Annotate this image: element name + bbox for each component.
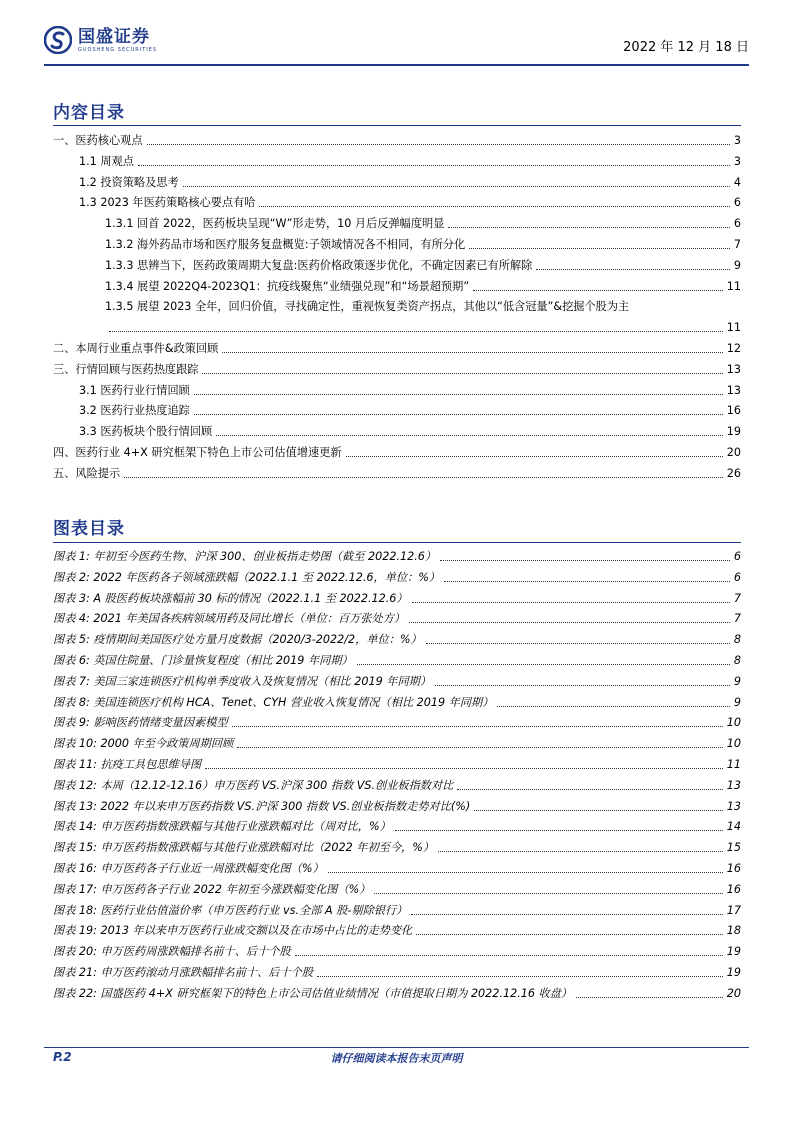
dot-leader [576, 997, 723, 998]
entry-text: 三、行情回顾与医药热度跟踪 [53, 362, 199, 376]
entry-text: 图表 22: 国盛医药 4+X 研究框架下的特色上市公司估值业绩情况（市值提取日期为 2022.12.16 收盘） [53, 986, 573, 1000]
entry-page-number: 6 [733, 550, 741, 563]
entry-text: 1.3.5 展望 2023 全年，回归价值，寻找确定性，重视恢复类资产拐点，其他以“低含冠量”&挖掘个股为主 [105, 300, 630, 314]
toc-entry[interactable] [105, 211, 741, 231]
toc-entry[interactable] [79, 378, 741, 398]
dot-leader [357, 664, 730, 665]
entry-text: 一、医药核心观点 [53, 134, 143, 147]
entry-text: 图表 16: 申万医药各子行业近一周涨跌幅变化图（%） [53, 862, 324, 875]
dot-leader [138, 165, 730, 166]
entry-page-number: 18 [726, 924, 741, 938]
dot-leader [232, 726, 723, 727]
entry-text: 图表 18: 医药行业估值溢价率（申万医药行业 vs.全部 A 股-剔除银行） [53, 903, 408, 917]
header-divider [44, 64, 749, 66]
entry-text: 3.1 医药行业行情回顾 [79, 383, 190, 397]
figure-entry[interactable] [53, 752, 741, 772]
dot-leader [295, 955, 723, 956]
dot-leader [259, 206, 729, 207]
entry-page-number: 26 [726, 466, 741, 480]
entry-page-number: 7 [733, 238, 741, 251]
entry-page-number: 16 [726, 404, 741, 418]
toc-entry[interactable] [105, 253, 741, 273]
figure-entry[interactable] [53, 565, 741, 585]
guosheng-logo-icon [44, 26, 72, 54]
entry-page-number: 19 [726, 425, 741, 439]
entry-page-number: 17 [726, 903, 741, 917]
dot-leader [412, 602, 730, 603]
dot-leader [426, 643, 730, 644]
entry-text: 1.3.2 海外药品市场和医疗服务复盘概览:子领域情况各不相同，有所分化 [105, 238, 466, 251]
entry-text: 1.2 投资策略及思考 [79, 175, 179, 189]
dot-leader [328, 872, 723, 873]
dot-leader [444, 581, 730, 582]
toc-entry[interactable] [53, 357, 741, 377]
entry-text: 3.2 医药行业热度追踪 [79, 404, 190, 418]
entry-text: 1.3.3 思辨当下，医药政策周期大复盘:医药价格政策逐步优化，不确定因素已有所解除 [105, 258, 533, 272]
entry-text: 1.3.4 展望 2022Q4-2023Q1：抗疫线聚焦“业绩强兑现”和“场景超预期” [105, 279, 470, 293]
entry-page-number: 16 [726, 862, 741, 875]
entry-text: 图表 1: 年初至今医药生物、沪深 300、创业板指走势图（截至 2022.12.6） [53, 550, 437, 563]
report-date: 2022 年 12 月 18 日 [623, 40, 749, 55]
entry-page-number: 4 [733, 175, 741, 189]
dot-leader [183, 186, 730, 187]
entry-text: 1.3 2023 年医药策略核心要点有哈 [79, 196, 256, 210]
dot-leader [416, 934, 723, 935]
toc-entry[interactable] [53, 461, 741, 481]
entry-text: 图表 7: 美国三家连锁医疗机构单季度收入及恢复情况（相比 2019 年同期） [53, 674, 432, 688]
dot-leader [473, 290, 723, 291]
toc-entry[interactable] [79, 190, 741, 210]
dot-leader [109, 331, 723, 332]
entry-page-number: 13 [726, 799, 741, 813]
dot-leader [435, 685, 730, 686]
toc-entry[interactable] [79, 149, 741, 169]
entry-text: 五、风险提示 [53, 466, 121, 480]
dot-leader [124, 477, 723, 478]
entry-text: 四、医药行业 4+X 研究框架下特色上市公司估值增速更新 [53, 446, 342, 459]
entry-page-number: 16 [726, 882, 741, 896]
entry-text: 二、本周行业重点事件&政策回顾 [53, 342, 219, 355]
entry-page-number: 3 [733, 134, 741, 147]
entry-page-number: 9 [733, 674, 741, 688]
page-header [44, 26, 749, 60]
figure-entry[interactable] [53, 690, 741, 710]
dot-leader [237, 747, 723, 748]
entry-page-number: 7 [733, 612, 741, 626]
dot-leader [205, 768, 723, 769]
figure-entry[interactable] [53, 856, 741, 876]
logo-chinese-name: 国盛证券 [78, 26, 150, 47]
entry-page-number: 15 [726, 841, 741, 855]
footer-divider [44, 1047, 749, 1048]
entry-text: 3.3 医药板块个股行情回顾 [79, 425, 213, 439]
entry-page-number: 13 [726, 362, 741, 376]
figure-entry[interactable] [53, 773, 741, 793]
toc-entry[interactable] [105, 315, 741, 335]
entry-text: 图表 10: 2000 年至今政策周期回顾 [53, 737, 234, 751]
toc-entry[interactable] [105, 294, 741, 314]
dot-leader [194, 394, 723, 395]
entry-page-number: 13 [726, 778, 741, 792]
toc-entry[interactable] [53, 336, 741, 356]
toc-entry[interactable] [105, 232, 741, 252]
entry-text: 图表 17: 申万医药各子行业 2022 年初至今涨跌幅变化图（%） [53, 882, 371, 896]
dot-leader [448, 227, 729, 228]
entry-text: 图表 11: 抗疫工具包思维导图 [53, 758, 202, 771]
company-logo [44, 26, 157, 54]
entry-page-number: 10 [726, 737, 741, 751]
dot-leader [346, 456, 723, 457]
figure-entry[interactable] [53, 710, 741, 730]
figure-entry[interactable] [53, 960, 741, 980]
entry-page-number: 10 [726, 716, 741, 730]
entry-text: 图表 21: 申万医药滚动月涨跌幅排名前十、后十个股 [53, 966, 314, 979]
figure-entry[interactable] [53, 731, 741, 751]
entry-page-number: 9 [733, 258, 741, 272]
figure-entry[interactable] [53, 648, 741, 668]
disclaimer-note: 请仔细阅读本报告末页声明 [330, 1052, 463, 1065]
entry-text: 图表 12: 本周（12.12-12.16）申万医药 VS.沪深 300 指数 VS.创业板指数对比 [53, 778, 454, 792]
entry-text: 图表 8: 美国连锁医疗机构 HCA、Tenet、CYH 营业收入恢复情况（相比 2019 年同期） [53, 695, 494, 709]
dot-leader [457, 789, 722, 790]
dot-leader [194, 414, 723, 415]
dot-leader [411, 914, 722, 915]
toc-title-underline [53, 125, 741, 126]
dot-leader [440, 560, 730, 561]
figure-entry[interactable] [53, 606, 741, 626]
figure-entry[interactable] [53, 814, 741, 834]
entry-page-number: 7 [733, 591, 741, 605]
dot-leader [409, 622, 730, 623]
dot-leader [536, 269, 730, 270]
toc-entry[interactable] [105, 274, 741, 294]
entry-text: 图表 14: 申万医药指数涨跌幅与其他行业涨跌幅对比（周对比，%） [53, 820, 391, 834]
entry-page-number: 9 [733, 695, 741, 709]
entry-text: 图表 6: 英国住院量、门诊量恢复程度（相比 2019 年同期） [53, 654, 353, 667]
toc-entry[interactable] [53, 440, 741, 460]
entry-text: 1.3.1 回首 2022，医药板块呈现“W”形走势，10 月后反弹幅度明显 [105, 217, 445, 231]
figure-entry[interactable] [53, 898, 741, 918]
entry-page-number: 11 [726, 758, 741, 771]
entry-text: 图表 3: A 股医药板块涨幅前 30 标的情况（2022.1.1 至 2022.12.6） [53, 591, 408, 605]
figure-entry[interactable] [53, 939, 741, 959]
entry-page-number: 12 [726, 342, 741, 355]
figure-entry[interactable] [53, 544, 741, 564]
figure-entry[interactable] [53, 835, 741, 855]
entry-page-number: 20 [726, 986, 741, 1000]
entry-text: 图表 5: 疫情期间美国医疗处方量月度数据（2020/3-2022/2，单位：%） [53, 633, 422, 647]
toc-entry[interactable] [79, 419, 741, 439]
figure-entry[interactable] [53, 877, 741, 897]
entry-page-number: 6 [733, 570, 741, 584]
entry-page-number: 8 [733, 654, 741, 667]
entry-text: 图表 15: 申万医药指数涨跌幅与其他行业涨跌幅对比（2022 年初至今，%） [53, 841, 435, 855]
entry-text: 图表 19: 2013 年以来申万医药行业成交额以及在市场中占比的走势变化 [53, 924, 413, 938]
entry-page-number: 13 [726, 383, 741, 397]
dot-leader [317, 976, 723, 977]
figure-entry[interactable] [53, 918, 741, 938]
entry-text: 1.1 周观点 [79, 154, 134, 168]
entry-page-number: 6 [733, 196, 741, 210]
figure-entry[interactable] [53, 586, 741, 606]
toc-title: 内容目录 [53, 103, 125, 123]
entry-page-number: 14 [726, 820, 741, 834]
entry-text: 图表 4: 2021 年美国各疾病领域用药及同比增长（单位：百万张处方） [53, 612, 406, 626]
figure-entry[interactable] [53, 669, 741, 689]
dot-leader [395, 830, 723, 831]
dot-leader [474, 810, 723, 811]
entry-page-number: 8 [733, 633, 741, 647]
dot-leader [202, 373, 722, 374]
dot-leader [469, 248, 730, 249]
dot-leader [216, 435, 723, 436]
dot-leader [438, 851, 723, 852]
entry-page-number: 11 [726, 321, 741, 335]
dot-leader [374, 893, 722, 894]
entry-text: 图表 9: 影响医药情绪变量因素模型 [53, 716, 228, 730]
toc-entry[interactable] [79, 398, 741, 418]
entry-page-number: 11 [726, 279, 741, 293]
entry-text: 图表 13: 2022 年以来申万医药指数 VS.沪深 300 指数 VS.创业板指数走势对比(%) [53, 799, 471, 813]
entry-page-number: 19 [726, 966, 741, 979]
logo-english-name: GUOSHENG SECURITIES [78, 46, 158, 53]
entry-page-number: 3 [733, 154, 741, 168]
figure-entry[interactable] [53, 981, 741, 1001]
figures-title: 图表目录 [53, 519, 125, 539]
figure-entry[interactable] [53, 794, 741, 814]
entry-text: 图表 20: 申万医药周涨跌幅排名前十、后十个股 [53, 945, 291, 959]
toc-entry[interactable] [79, 170, 741, 190]
dot-leader [497, 706, 729, 707]
entry-text: 图表 2: 2022 年医药各子领域涨跌幅（2022.1.1 至 2022.12.6，单位：%） [53, 570, 441, 584]
toc-entry[interactable] [53, 128, 741, 148]
dot-leader [147, 144, 730, 145]
dot-leader [222, 352, 722, 353]
figures-title-underline [53, 542, 741, 543]
figure-entry[interactable] [53, 627, 741, 647]
entry-page-number: 20 [726, 446, 741, 459]
entry-page-number: 6 [733, 217, 741, 231]
entry-page-number: 19 [726, 945, 741, 959]
page-number: P.2 [53, 1050, 72, 1064]
